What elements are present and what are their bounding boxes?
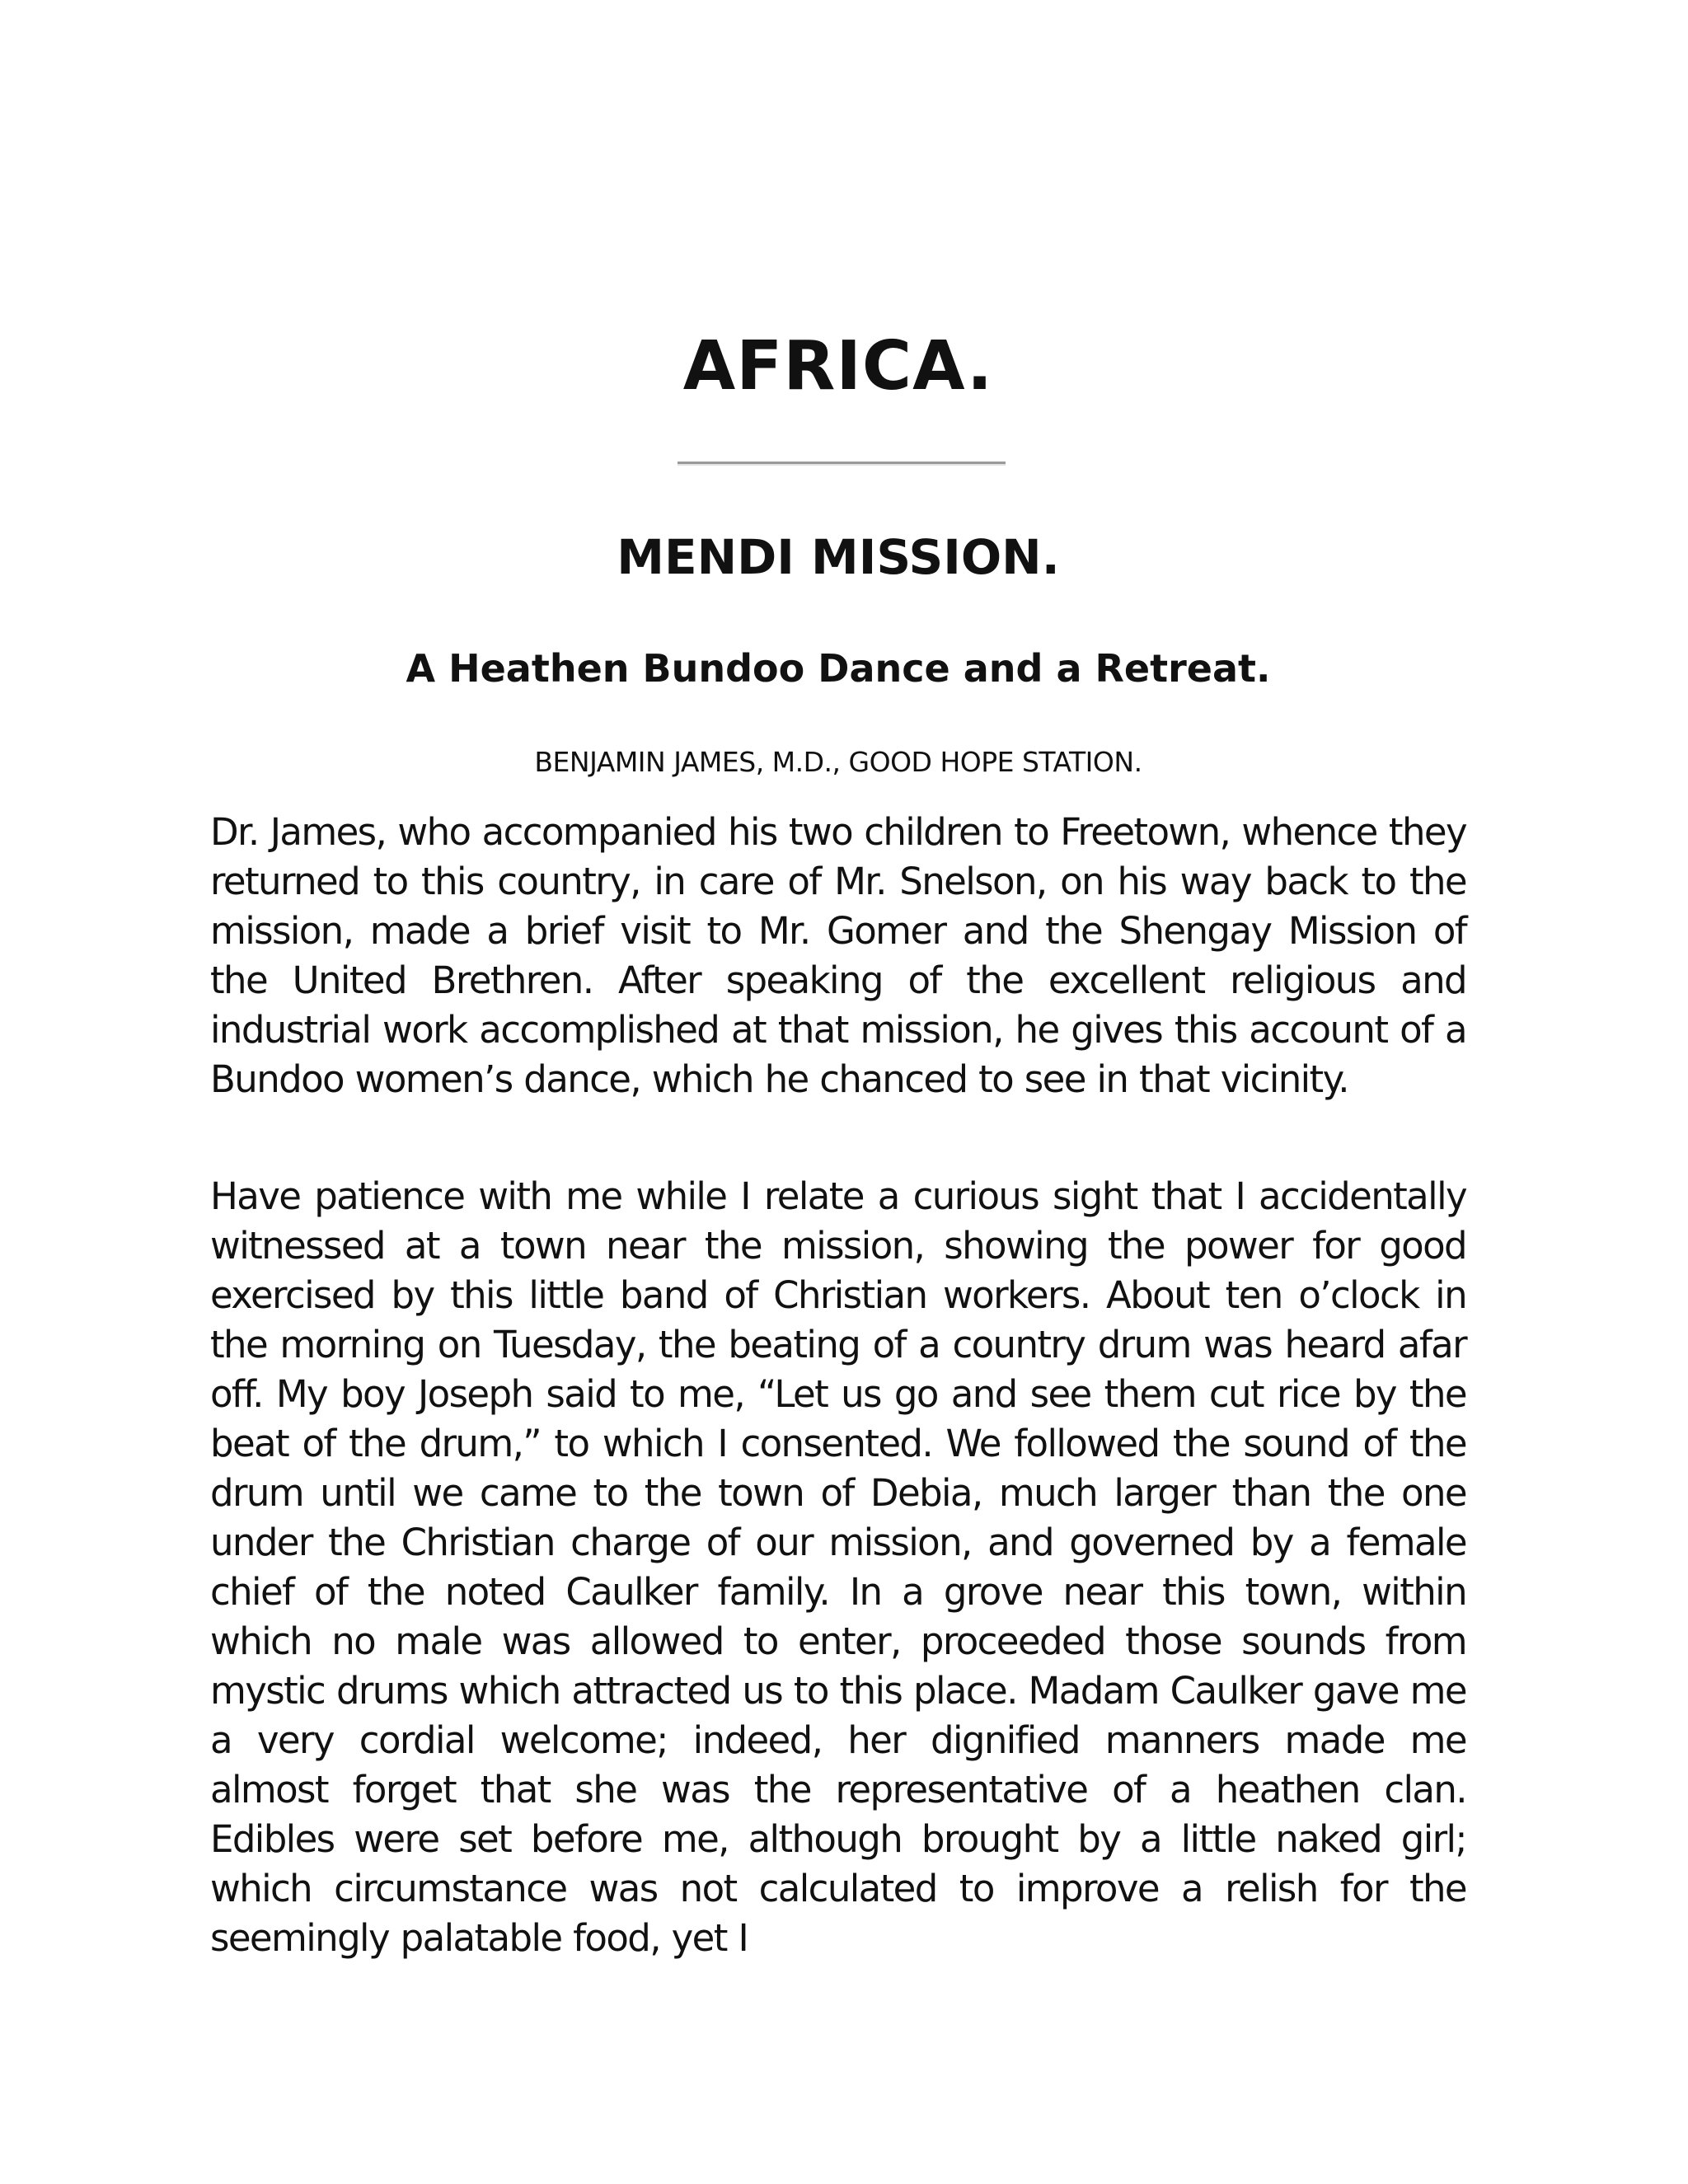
article-subtitle: A Heathen Bundoo Dance and a Retreat. bbox=[406, 646, 1271, 691]
author-byline: BENJAMIN JAMES, M.D., GOOD HOPE STATION. bbox=[534, 746, 1142, 778]
section-title: MENDI MISSION. bbox=[617, 529, 1060, 585]
body-paragraph-1: Dr. James, who accompanied his two children to Freetown, whence they returned to this country, in care of Mr. Snelson, on his way back to the mission, made a brief visit to Mr. Gomer and the Shengay Mission of the United Brethren. After speaking of the excellent religious and industrial work accomplished at that mission, he gives this account of a Bundoo women’s dance, which he chanced to see in that vicinity. bbox=[210, 810, 1466, 1101]
page-title: AFRICA. bbox=[682, 327, 994, 405]
title-divider bbox=[678, 462, 1006, 466]
body-paragraph-2: Have patience with me while I relate a curious sight that I accidentally witnessed at a town near the mission, showing the power for good exercised by this little band of Christian workers. About ten o’clock in the morning on Tuesday, the beating of a country drum was heard afar off. My boy Joseph said to me, “Let us go and see them cut rice by the beat of the drum,” to which I consented. We followed the sound of the drum until we came to the town of Debia, much larger than the one under the Christian charge of our mission, and governed by a female chief of the noted Caulker family. In a grove near this town, within which no male was allowed to enter, proceeded those sounds from mystic drums which attracted us to this place. Madam Caulker gave me a very cordial welcome; indeed, her dignified manners made me almost forget that she was the representative of a heathen clan. Edibles were set before me, although brought by a little naked girl; which circumstance was not calculated to improve a relish for the seemingly palatable food, yet I bbox=[210, 1174, 1466, 1960]
